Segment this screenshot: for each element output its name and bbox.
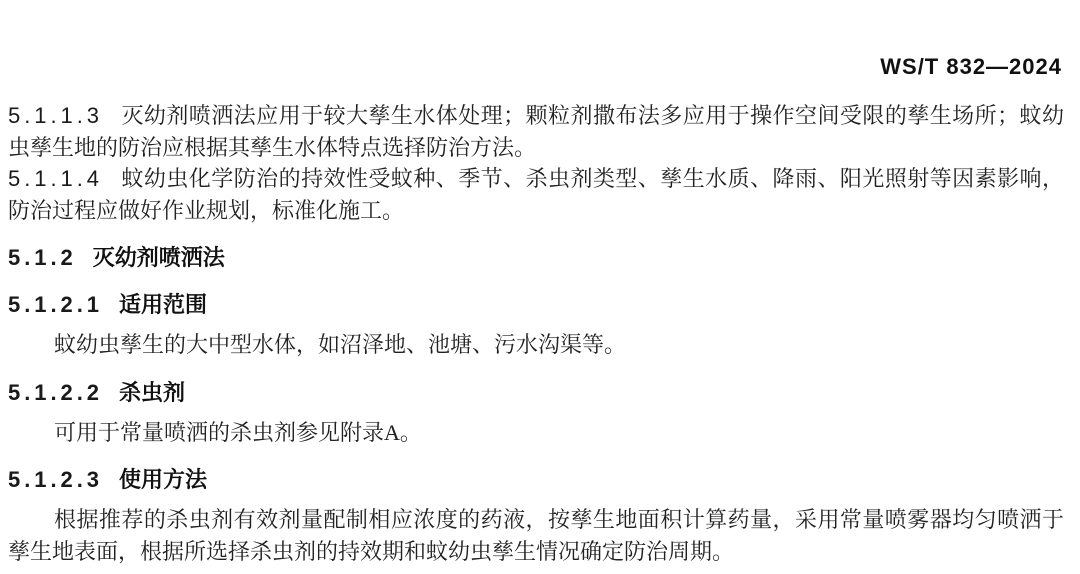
clause-5-1-1-4 (8, 163, 1064, 226)
paragraph-insecticide: 可用于常量喷洒的杀虫剂参见附录A。 (54, 419, 422, 445)
heading-5-1-2-1 (8, 289, 1064, 320)
heading-text: 使用方法 (119, 467, 208, 492)
clause-5-1-1-3 (8, 100, 1064, 163)
heading-text: 杀虫剂 (119, 379, 186, 405)
heading-number: 5.1.2.2 (8, 379, 103, 405)
clause-number: 5.1.1.3 (8, 103, 103, 128)
clause-text: 蚊幼虫化学防治的持效性受蚊种、季节、杀虫剂类型、孳生水质、降雨、阳光照射等因素影响，防治过程应做好作业规划，标准化施工。 (8, 166, 1064, 223)
heading-5-1-2-3 (8, 464, 1064, 495)
clause-text: 灭幼剂喷洒法应用于较大孳生水体处理；颗粒剂撒布法多应用于操作空间受限的孳生场所；蚊幼虫孳生地的防治应根据其孳生水体特点选择防治方法。 (8, 103, 1064, 160)
clause-number: 5.1.1.4 (8, 166, 103, 191)
heading-text: 适用范围 (119, 292, 208, 317)
paragraph-scope: 蚊幼虫孳生的大中型水体，如沼泽地、池塘、污水沟渠等。 (54, 332, 627, 357)
heading-number: 5.1.2.1 (8, 292, 103, 317)
heading-text: 灭幼剂喷洒法 (92, 245, 225, 270)
standard-number-header: WS/T 832—2024 (880, 54, 1062, 79)
paragraph-usage-method: 根据推荐的杀虫剂有效剂量配制相应浓度的药液，按孳生地面积计算药量，采用常量喷雾器均匀喷洒于孳生地表面，根据所选择杀虫剂的持效期和蚊幼虫孳生情况确定防治周期。 (8, 507, 1064, 564)
heading-5-1-2-2 (8, 377, 1064, 408)
heading-number: 5.1.2 (8, 245, 77, 270)
heading-number: 5.1.2.3 (8, 467, 103, 492)
heading-5-1-2 (8, 242, 1064, 273)
